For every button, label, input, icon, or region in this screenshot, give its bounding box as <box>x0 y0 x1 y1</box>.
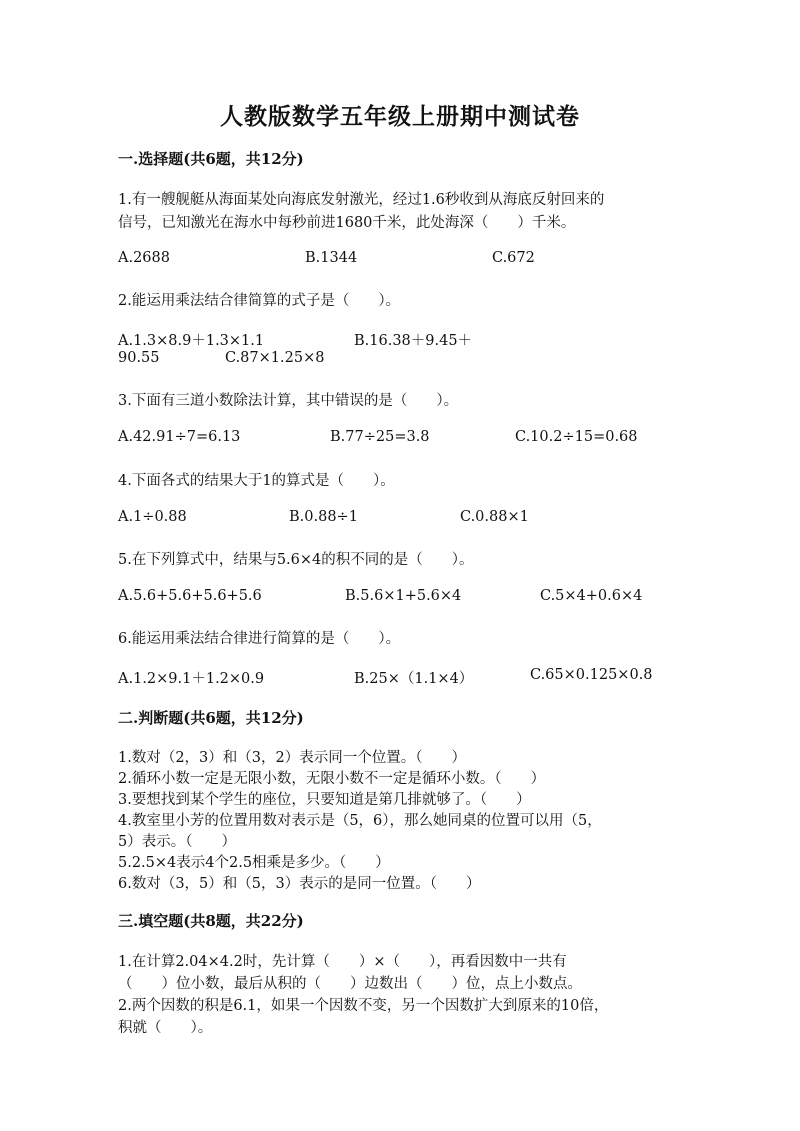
fill-in-line-3: 2.两个因数的积是6.1，如果一个因数不变，另一个因数扩大到原来的10倍， <box>118 998 609 1014</box>
question-1-line-1: 1.有一艘舰艇从海面某处向海底发射激光，经过1.6秒收到从海底反射回来的 <box>118 192 605 208</box>
question-2-stem: 2.能运用乘法结合律简算的式子是（ ）。 <box>118 293 401 309</box>
question-2-option-b: B.16.38＋9.45＋ <box>354 333 473 349</box>
question-4-option-c: C.0.88×1 <box>460 509 529 525</box>
question-6-option-b: B.25×（1.1×4） <box>354 671 474 687</box>
judgement-line-6: 6.数对（3，5）和（5，3）表示的是同一位置。（ ） <box>118 876 481 892</box>
question-2-option-c: C.87×1.25×8 <box>225 350 325 366</box>
judgement-line-3: 3.要想找到某个学生的座位，只要知道是第几排就够了。（ ） <box>118 792 531 808</box>
question-1-option-a: A.2688 <box>118 250 170 266</box>
question-4-option-b: B.0.88÷1 <box>289 509 358 525</box>
question-4-stem: 4.下面各式的结果大于1的算式是（ ）。 <box>118 473 395 489</box>
judgement-line-1: 1.数对（2，3）和（3，2）表示同一个位置。（ ） <box>118 750 466 766</box>
judgement-line-4-cont: 5）表示。（ ） <box>118 834 236 850</box>
judgement-line-4: 4.教室里小芳的位置用数对表示是（5，6），那么她同桌的位置可以用（5， <box>118 813 602 829</box>
fill-in-line-1: 1.在计算2.04×4.2时，先计算（ ）×（ ），再看因数中一共有 <box>118 954 567 970</box>
judgement-line-5: 5.2.5×4表示4个2.5相乘是多少。（ ） <box>118 855 390 871</box>
question-6-stem: 6.能运用乘法结合律进行简算的是（ ）。 <box>118 631 401 647</box>
question-6-option-a: A.1.2×9.1＋1.2×0.9 <box>118 671 265 687</box>
fill-in-line-4: 积就（ ）。 <box>118 1020 213 1036</box>
fill-in-line-2: （ ）位小数，最后从积的（ ）边数出（ ）位，点上小数点。 <box>118 976 582 992</box>
section-heading-choice: 一.选择题(共6题，共12分) <box>118 150 304 168</box>
question-2-option-b-cont: 90.55 <box>118 350 160 366</box>
question-3-stem: 3.下面有三道小数除法计算，其中错误的是（ ）。 <box>118 393 459 409</box>
question-2-option-a: A.1.3×8.9＋1.3×1.1 <box>118 333 265 349</box>
question-1-option-c: C.672 <box>492 250 535 266</box>
judgement-line-2: 2.循环小数一定是无限小数，无限小数不一定是循环小数。（ ） <box>118 771 546 787</box>
question-6-option-c: C.65×0.125×0.8 <box>530 667 653 683</box>
question-5-stem: 5.在下列算式中，结果与5.6×4的积不同的是（ ）。 <box>118 552 474 568</box>
question-5-option-b: B.5.6×1+5.6×4 <box>345 588 462 604</box>
question-1-option-b: B.1344 <box>305 250 358 266</box>
question-3-option-b: B.77÷25=3.8 <box>330 429 430 445</box>
question-1-line-2: 信号，已知激光在海水中每秒前进1680千米，此处海深（ ）千米。 <box>118 215 576 231</box>
section-heading-judgement: 二.判断题(共6题，共12分) <box>118 709 304 727</box>
question-3-option-a: A.42.91÷7=6.13 <box>118 429 241 445</box>
question-3-option-c: C.10.2÷15=0.68 <box>515 429 638 445</box>
section-heading-fill-in: 三.填空题(共8题，共22分) <box>118 912 304 930</box>
page-title: 人教版数学五年级上册期中测试卷 <box>220 103 580 130</box>
question-5-option-a: A.5.6+5.6+5.6+5.6 <box>118 588 262 604</box>
question-5-option-c: C.5×4+0.6×4 <box>540 588 643 604</box>
question-4-option-a: A.1÷0.88 <box>118 509 187 525</box>
